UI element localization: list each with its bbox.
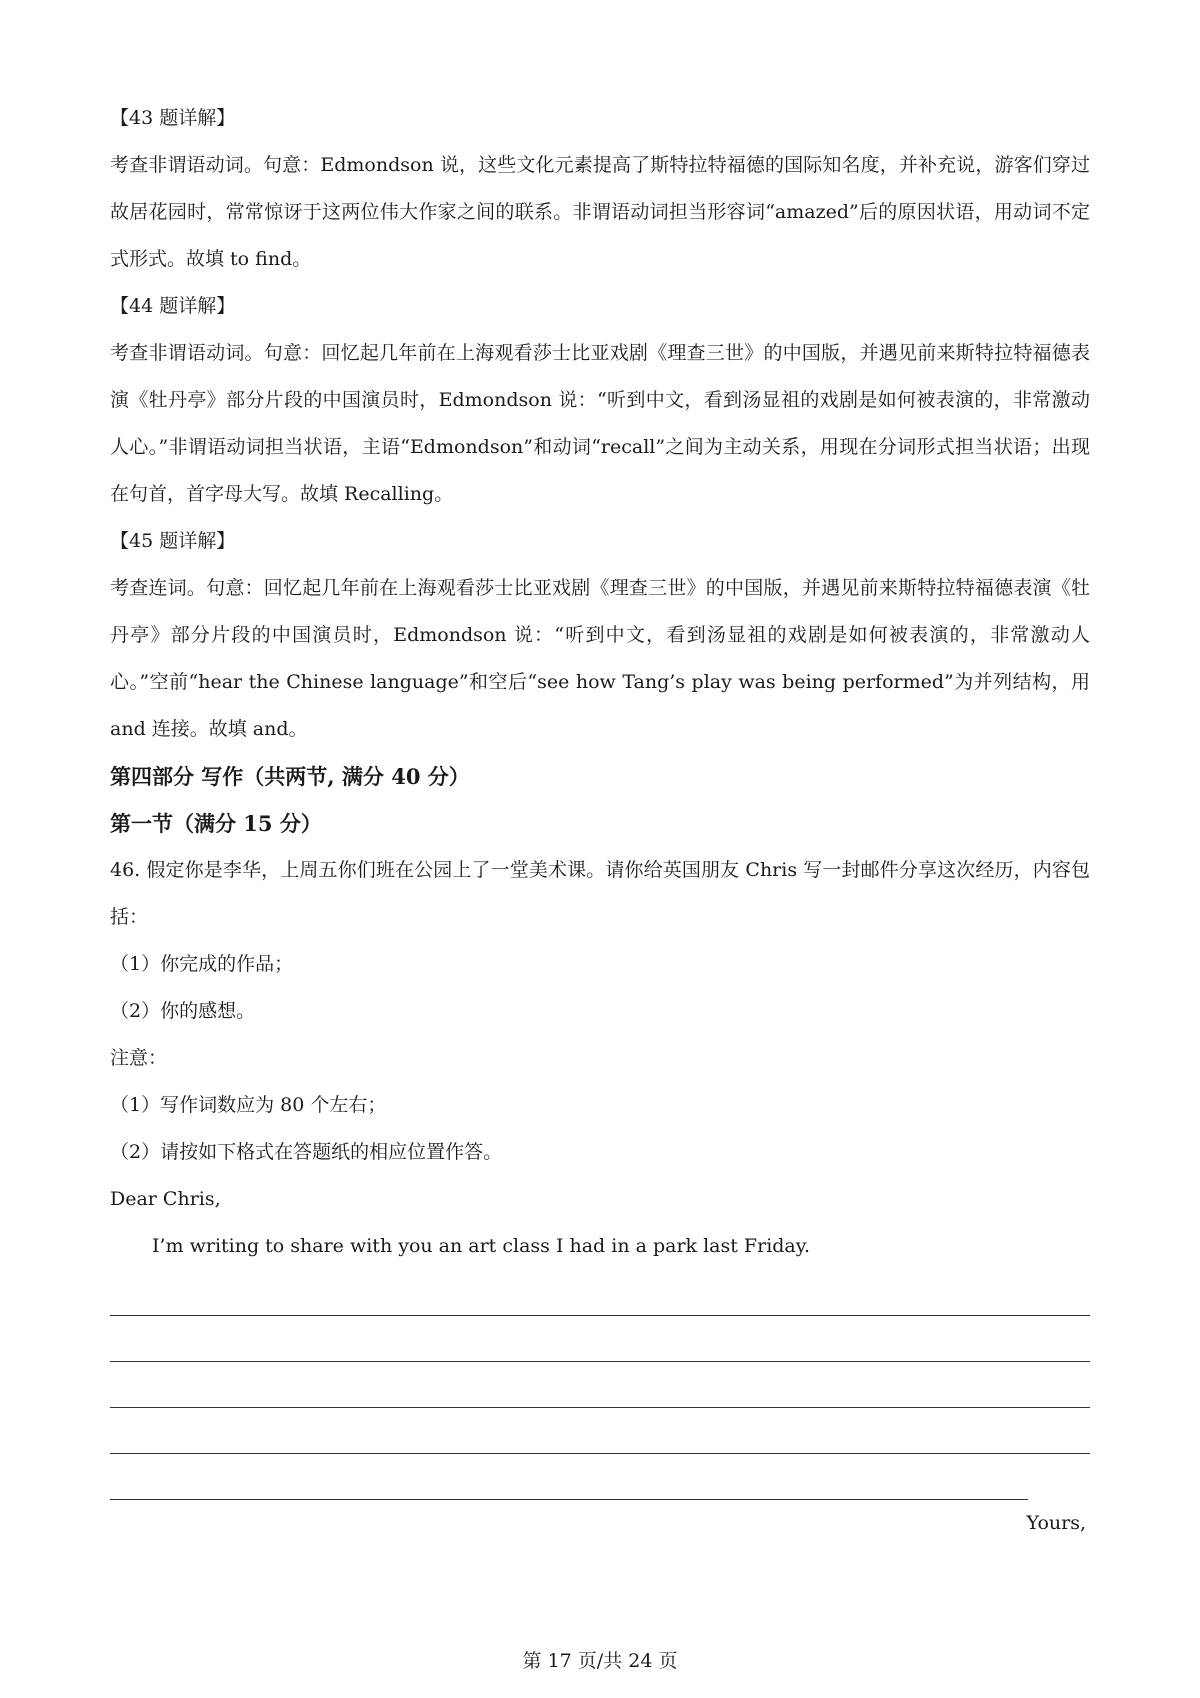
letter-opening-line: I’m writing to share with you an art class I had in a park last Friday. <box>152 1235 811 1257</box>
q44-heading: 【44 题详解】 <box>110 295 236 317</box>
answer-line[interactable] <box>110 1270 1090 1316</box>
letter-closing: Yours, <box>1026 1512 1086 1534</box>
page-content <box>110 95 1090 1547</box>
letter-greeting: Dear Chris, <box>110 1188 221 1210</box>
q46-note-2: （2）请按如下格式在答题纸的相应位置作答。 <box>110 1141 503 1163</box>
q44-explanation: 考查非谓语动词。句意：回忆起几年前在上海观看莎士比亚戏剧《理查三世》的中国版，并遇见前来斯特拉特福德表演《牡丹亭》部分片段的中国演员时，Edmondson 说：“听到中文，看到汤显祖的戏剧是如何被表演的，非常激动人心。”非谓语动词担当状语，主语“Edmondson”和动词“recall”之间为主动关系，用现在分词形式担当状语；出现在句首，首字母大写。故填 Recalling。 <box>110 342 1090 505</box>
section1-title: 第一节（满分 15 分） <box>110 811 322 836</box>
part4-title: 第四部分 写作（共两节, 满分 40 分） <box>110 764 470 789</box>
q46-point-1: （1）你完成的作品； <box>110 953 294 975</box>
q45-heading: 【45 题详解】 <box>110 530 236 552</box>
answer-line[interactable] <box>110 1454 1028 1500</box>
q46-note-1: （1）写作词数应为 80 个左右； <box>110 1094 387 1116</box>
q43-heading: 【43 题详解】 <box>110 107 236 129</box>
q43-explanation: 考查非谓语动词。句意：Edmondson 说，这些文化元素提高了斯特拉特福德的国际知名度，并补充说，游客们穿过故居花园时，常常惊讶于这两位伟大作家之间的联系。非谓语动词担当形容词“amazed”后的原因状语，用动词不定式形式。故填 to find。 <box>110 154 1090 270</box>
answer-line[interactable] <box>110 1362 1090 1408</box>
answer-line[interactable] <box>110 1316 1090 1362</box>
q46-prompt: 46. 假定你是李华，上周五你们班在公园上了一堂美术课。请你给英国朋友 Chris 写一封邮件分享这次经历，内容包括： <box>110 859 1090 928</box>
answer-line[interactable] <box>110 1408 1090 1454</box>
page-number: 第 17 页/共 24 页 <box>522 1650 678 1672</box>
q46-point-2: （2）你的感想。 <box>110 1000 256 1022</box>
q45-explanation: 考查连词。句意：回忆起几年前在上海观看莎士比亚戏剧《理查三世》的中国版，并遇见前来斯特拉特福德表演《牡丹亭》部分片段的中国演员时，Edmondson 说：“听到中文，看到汤显祖的戏剧是如何被表演的，非常激动人心。”空前“hear the Chinese language”和空后“see how Tang’s play was being performed”为并列结构，用 and 连接。故填 and。 <box>110 577 1090 740</box>
answer-lines <box>110 1270 1090 1500</box>
q46-notes-label: 注意： <box>110 1047 168 1069</box>
